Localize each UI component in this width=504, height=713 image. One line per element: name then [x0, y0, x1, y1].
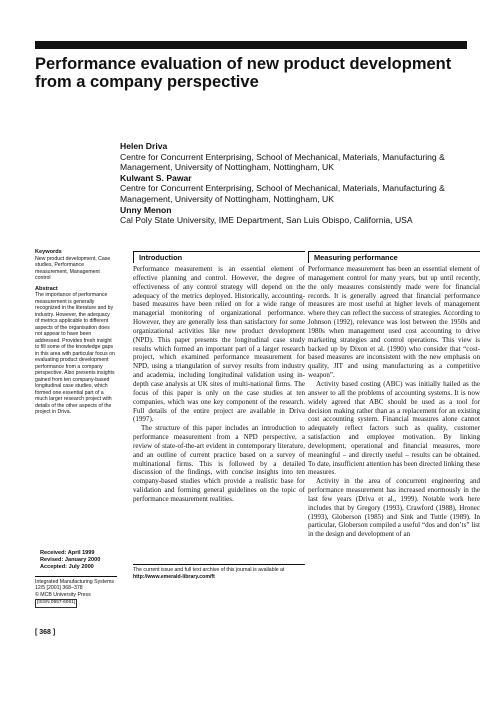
abstract-text: The importance of performance measurement is generally recognized in the literature and by industry. However, the adequacy of metrics applicable to different aspects of the organisation does not appear to have been addressed. Provides fresh insight to fill some of the knowledge gaps in this area with particular focus on evaluating product development performance from a company perspective. Also presents insights gained from ten company-based longitudinal case studies, which formed one essential part of a much larger research project with details of the other aspects of the project in Driva. — [35, 292, 115, 415]
introduction-column — [133, 265, 305, 504]
journal-publisher: © MCB University Press — [35, 591, 91, 598]
footnote-url[interactable]: http://www.emerald-library.com/ft — [133, 573, 215, 580]
keywords-heading: Keywords — [35, 249, 62, 255]
paragraph: Performance measurement has been an essential element of management control for many years, but up until recently, the only measures consistently made were for financial records. It is generally agreed that financial performance measures are most useful at higher levels of management where they can reflect the success of strategies. According to Johnson (1992), relevance was lost between the 1950s and 1980s when management used cost accounting to drive marketing strategies and control operations. This view is backed up by Dixon et al. (1990) who consider that “cost-based measures are inconsistent with the new emphasis on quality, JIT and using manufacturing as a competitive weapon”. — [308, 265, 480, 380]
measuring-heading: Measuring performance — [308, 251, 480, 263]
author-block — [120, 141, 490, 226]
journal-info — [35, 576, 117, 608]
journal-name: Integrated Manufacturing Systems — [35, 579, 115, 585]
paper-title: Performance evaluation of new product development from a company perspective — [35, 55, 452, 91]
page-number: [ 368 ] — [35, 629, 56, 636]
received-date: Received: April 1999 — [40, 550, 95, 556]
paragraph: Activity in the area of concurrent engineering and performance measurement has increased enormously in the last few years (Driva et al., 1999). Notable work here includes that by Gregory (1993), Crawford (1988), Hronec (1993), Globerson (1985) and Sink and Tuttle (1989). In particular, Globerson compiled a useful “dos and don’ts” list in the design and development of an — [308, 477, 480, 539]
sidebar — [35, 249, 115, 420]
measuring-column — [308, 265, 480, 539]
paragraph: The structure of this paper includes an introduction to performance measurement from a NPD perspective, a review of state-of-the-art evident in contemporary literature, and an outline of current practice based on a survey of multinational firms. This is followed by a detailed discussion of the findings, with concise insights into ten company-based studies which provide a realistic base for validation and forming general guidelines on the topic of performance measurement realities. — [133, 424, 305, 503]
title-rule — [35, 41, 467, 49]
footnote-text: The current issue and full text archive of this journal is available at — [133, 567, 285, 573]
author-name: Kulwant S. Pawar — [120, 172, 192, 183]
journal-issn: [ISSN 0957-6061] — [35, 599, 77, 607]
author-affiliation: Cal Poly State University, IME Department, San Luis Obispo, California, USA — [120, 215, 413, 226]
accepted-date: Accepted: July 2000 — [40, 564, 94, 570]
author-name: Unny Menon — [120, 204, 172, 215]
author-affiliation: Centre for Concurrent Enterprising, School of Mechanical, Materials, Manufacturing & Management, University of Nottingham, Nottingham, UK — [120, 183, 445, 204]
revised-date: Revised: January 2000 — [40, 557, 101, 563]
availability-footnote — [133, 564, 305, 580]
journal-volume: 12/5 [2001] 368–378 — [35, 585, 83, 592]
dates-block — [40, 550, 120, 571]
abstract-heading: Abstract — [35, 285, 58, 292]
paragraph: Performance measurement is an essential element of effective planning and control. However, the degree of effectiveness of any control strategy will depend on the adequacy of the metrics deployed. Historically, accounting-based measures have been relied on for a wide range of managerial monitoring of organizational performance. However, they are generally less than satisfactory for some organizational activities like new product development (NPD). This paper presents the longitudinal case study results which formed an important part of a larger research project, which examined performance measurement for NPD, using a triangulation of survey results from industry and academia, including longitudinal validation using in-depth case analysis at UK sites of multi-national firms. The focus of this paper is only on the case studies at ten companies, which was one key component of the research. Full details of the entire project are available in Driva (1997). — [133, 265, 305, 424]
paragraph: Activity based costing (ABC) was initially hailed as the answer to all the problems of accounting systems. It is now widely agreed that ABC should be used as a tool for decision making rather than as a replacement for an existing cost accounting system. Financial measures alone cannot adequately reflect factors such as quality, customer satisfaction and employee motivation. By linking development, operational and financial measures, more meaningful – and directly useful – results can be obtained. To date, insufficient attention has been directed linking these measures. — [308, 379, 480, 477]
author-name: Helen Driva — [120, 141, 168, 151]
author-affiliation: Centre for Concurrent Enterprising, School of Mechanical, Materials, Manufacturing & Management, University of Nottingham, Nottingham, UK — [120, 151, 445, 173]
introduction-heading: Introduction — [133, 251, 305, 263]
keywords-text: New product development, Case studies, Performance measurement, Management control — [35, 255, 111, 281]
